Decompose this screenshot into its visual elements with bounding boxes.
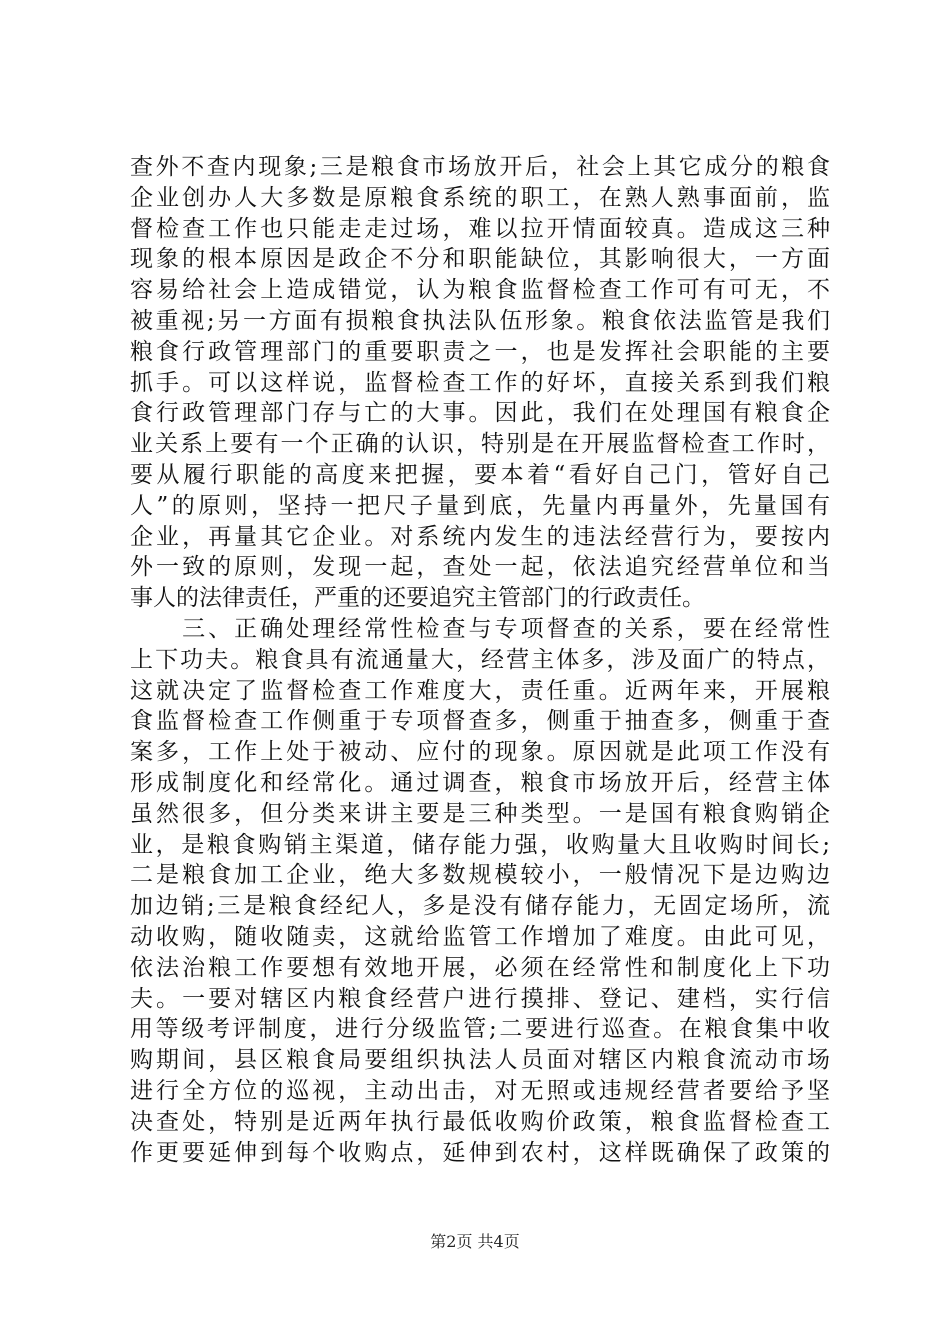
paragraph-end-line: 事人的法律责任，严重的还要追究主管部门的行政责任。 — [130, 585, 705, 612]
text-line: 企业创办人大多数是原粮食系统的职工，在熟人熟事面前，监 — [130, 184, 830, 211]
text-line: 要从履行职能的高度来把握，要本着“看好自己门，管好自己 — [130, 461, 830, 488]
text-line: 动收购，随收随卖，这就给监管工作增加了难度。由此可见， — [130, 923, 830, 950]
text-line: 被重视;另一方面有损粮食执法队伍形象。粮食依法监管是我们 — [130, 307, 830, 334]
text-line: 督检查工作也只能走走过场，难以拉开情面较真。造成这三种 — [130, 215, 830, 242]
page-number-footer: 第2页 共4页 — [430, 1232, 520, 1251]
text-line: 形成制度化和经常化。通过调查，粮食市场放开后，经营主体 — [130, 769, 830, 796]
text-line: 二是粮食加工企业，绝大多数规模较小，一般情况下是边购边 — [130, 862, 830, 889]
text-line: 夫。一要对辖区内粮食经营户进行摸排、登记、建档，实行信 — [130, 985, 830, 1012]
body-text — [130, 152, 830, 1168]
text-line: 进行全方位的巡视，主动出击，对无照或违规经营者要给予坚 — [130, 1077, 830, 1104]
text-line: 粮食行政管理部门的重要职责之一，也是发挥社会职能的主要 — [130, 338, 830, 365]
text-line: 加边销;三是粮食经纪人，多是没有储存能力，无固定场所，流 — [130, 893, 830, 920]
text-line: 上下功夫。粮食具有流通量大，经营主体多，涉及面广的特点， — [130, 646, 830, 673]
text-line: 现象的根本原因是政企不分和职能缺位，其影响很大，一方面 — [130, 246, 830, 273]
text-line: 购期间，县区粮食局要组织执法人员面对辖区内粮食流动市场 — [130, 1047, 830, 1074]
text-line: 食行政管理部门存与亡的大事。因此，我们在处理国有粮食企 — [130, 400, 830, 427]
text-line: 容易给社会上造成错觉，认为粮食监督检查工作可有可无，不 — [130, 277, 830, 304]
text-line: 人”的原则，坚持一把尺子量到底，先量内再量外，先量国有 — [130, 492, 830, 519]
text-line: 作更要延伸到每个收购点，延伸到农村，这样既确保了政策的 — [130, 1139, 830, 1166]
text-line: 查外不查内现象;三是粮食市场放开后，社会上其它成分的粮食 — [130, 154, 830, 180]
text-line: 企业，再量其它企业。对系统内发生的违法经营行为，要按内 — [130, 523, 830, 550]
text-line: 用等级考评制度，进行分级监管;二要进行巡查。在粮食集中收 — [130, 1016, 830, 1043]
text-line: 决查处，特别是近两年执行最低收购价政策，粮食监督检查工 — [130, 1108, 830, 1135]
text-line: 业关系上要有一个正确的认识，特别是在开展监督检查工作时， — [130, 431, 830, 458]
text-line: 食监督检查工作侧重于专项督查多，侧重于抽查多，侧重于查 — [130, 708, 830, 735]
text-line: 案多，工作上处于被动、应付的现象。原因就是此项工作没有 — [130, 739, 830, 766]
text-line: 外一致的原则，发现一起，查处一起，依法追究经营单位和当 — [130, 554, 830, 581]
section-heading-line: 三、正确处理经常性检查与专项督查的关系，要在经常性 — [130, 615, 830, 642]
text-line: 抓手。可以这样说，监督检查工作的好坏，直接关系到我们粮 — [130, 369, 830, 396]
text-line: 这就决定了监督检查工作难度大，责任重。近两年来，开展粮 — [130, 677, 830, 704]
text-line: 业，是粮食购销主渠道，储存能力强，收购量大且收购时间长; — [130, 831, 830, 858]
text-line: 虽然很多，但分类来讲主要是三种类型。一是国有粮食购销企 — [130, 800, 830, 827]
text-line: 依法治粮工作要想有效地开展，必须在经常性和制度化上下功 — [130, 954, 830, 981]
